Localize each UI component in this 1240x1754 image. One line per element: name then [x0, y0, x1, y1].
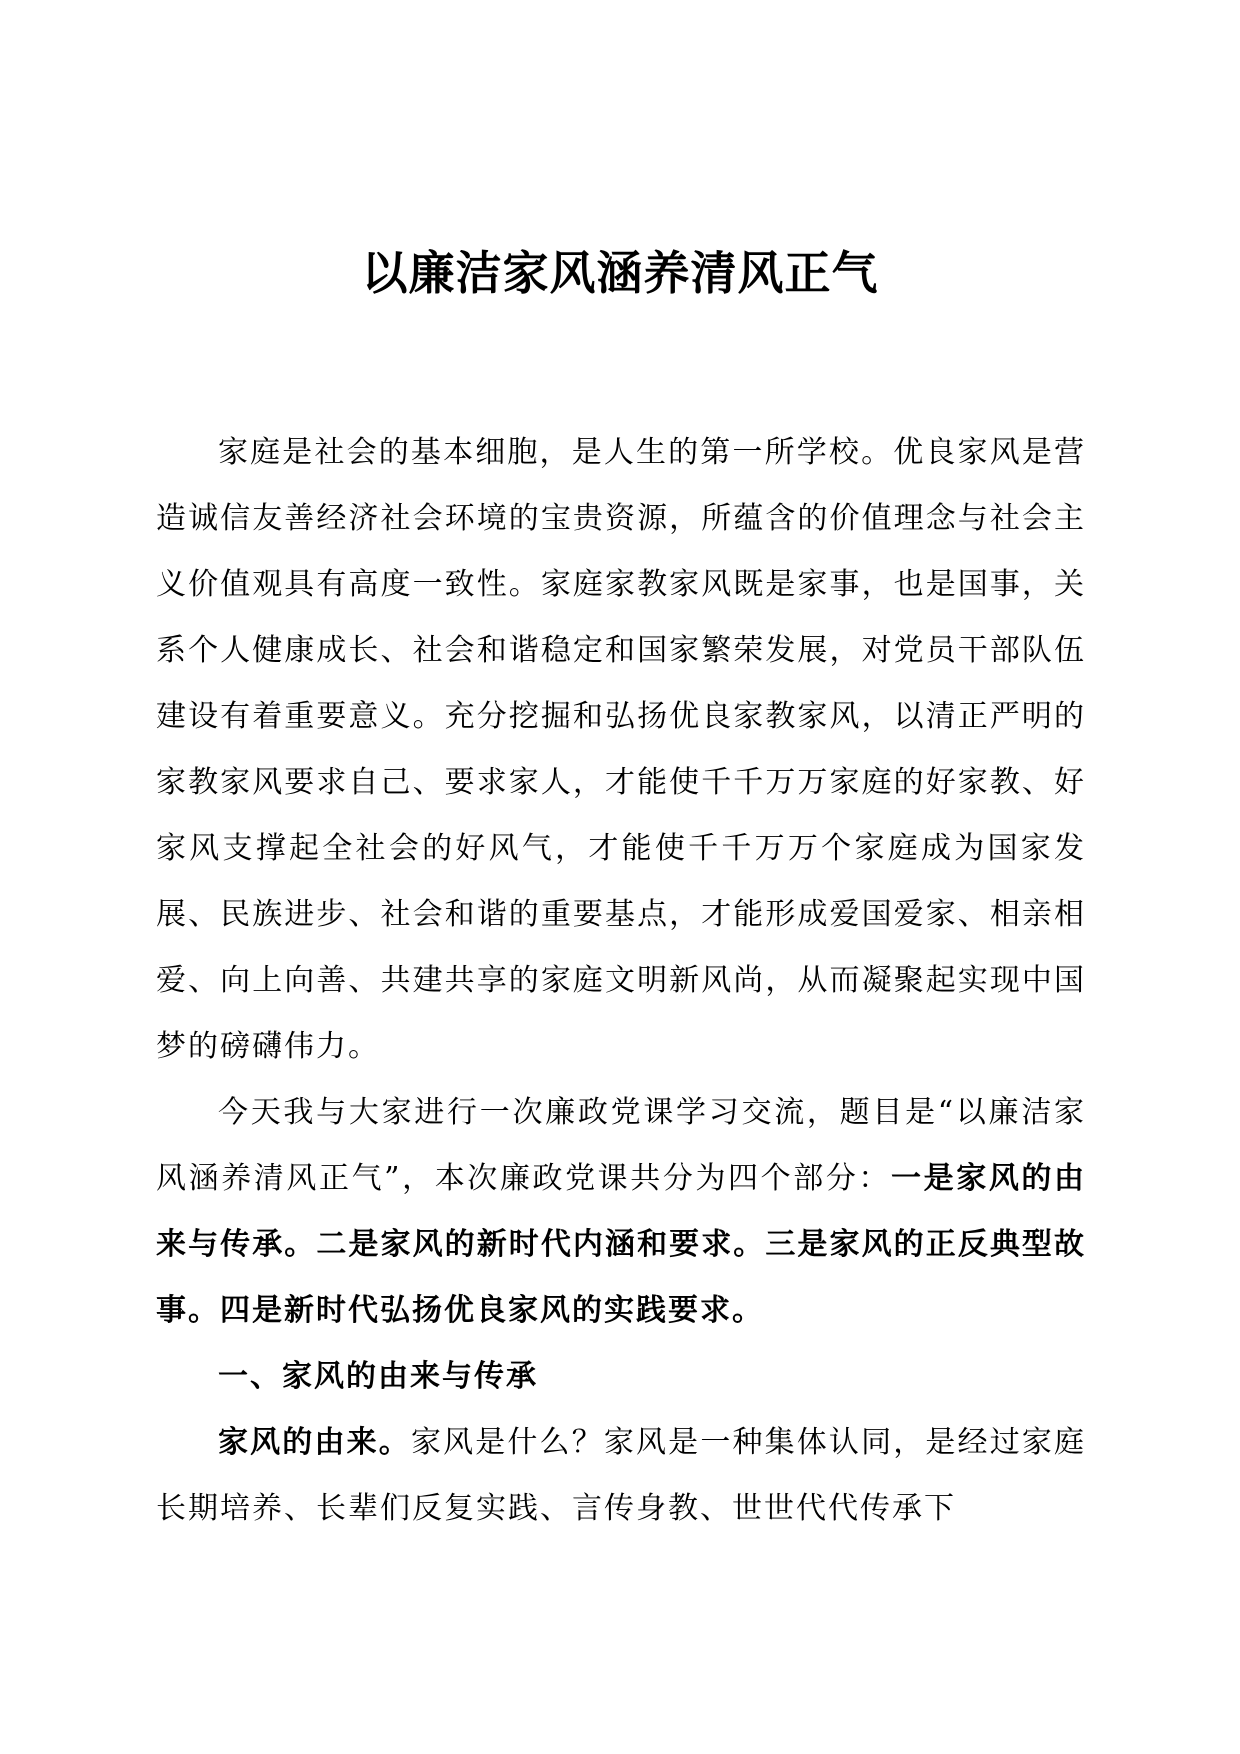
paragraph-lecture-outline	[156, 1080, 1086, 1344]
origin-lead-text: 家风的由来。	[218, 1425, 411, 1460]
document-body	[156, 420, 1086, 1542]
origin-body-text: 家风是什么？家风是一种集体认同，是经过家庭长期培养、长辈们反复实践、言传身教、世世代代传承下	[156, 1425, 1087, 1526]
section-heading-1: 一、家风的由来与传承	[218, 1359, 538, 1394]
paragraph-intro: 家庭是社会的基本细胞，是人生的第一所学校。优良家风是营造诚信友善经济社会环境的宝贵资源，所蕴含的价值理念与社会主义价值观具有高度一致性。家庭家教家风既是家事，也是国事，关系个人健康成长、社会和谐稳定和国家繁荣发展，对党员干部队伍建设有着重要意义。充分挖掘和弘扬优良家教家风，以清正严明的家教家风要求自己、要求家人，才能使千千万万家庭的好家教、好家风支撑起全社会的好风气，才能使千千万万个家庭成为国家发展、民族进步、社会和谐的重要基点，才能形成爱国爱家、相亲相爱、向上向善、共建共享的家庭文明新风尚，从而凝聚起实现中国梦的磅礴伟力。	[156, 435, 1086, 1064]
outline-parts-text: 一是家风的由来与传承。二是家风的新时代内涵和要求。三是家风的正反典型故事。四是新时代弘扬优良家风的实践要求。	[156, 1161, 1087, 1328]
document-title: 以廉洁家风涵养清风正气	[361, 246, 879, 300]
outline-intro-text: 今天我与大家进行一次廉政党课学习交流，题目是“以廉洁家风涵养清风正气”，本次廉政党课共分为四个部分：	[156, 1095, 1086, 1196]
paragraph-origin	[156, 1410, 1086, 1542]
